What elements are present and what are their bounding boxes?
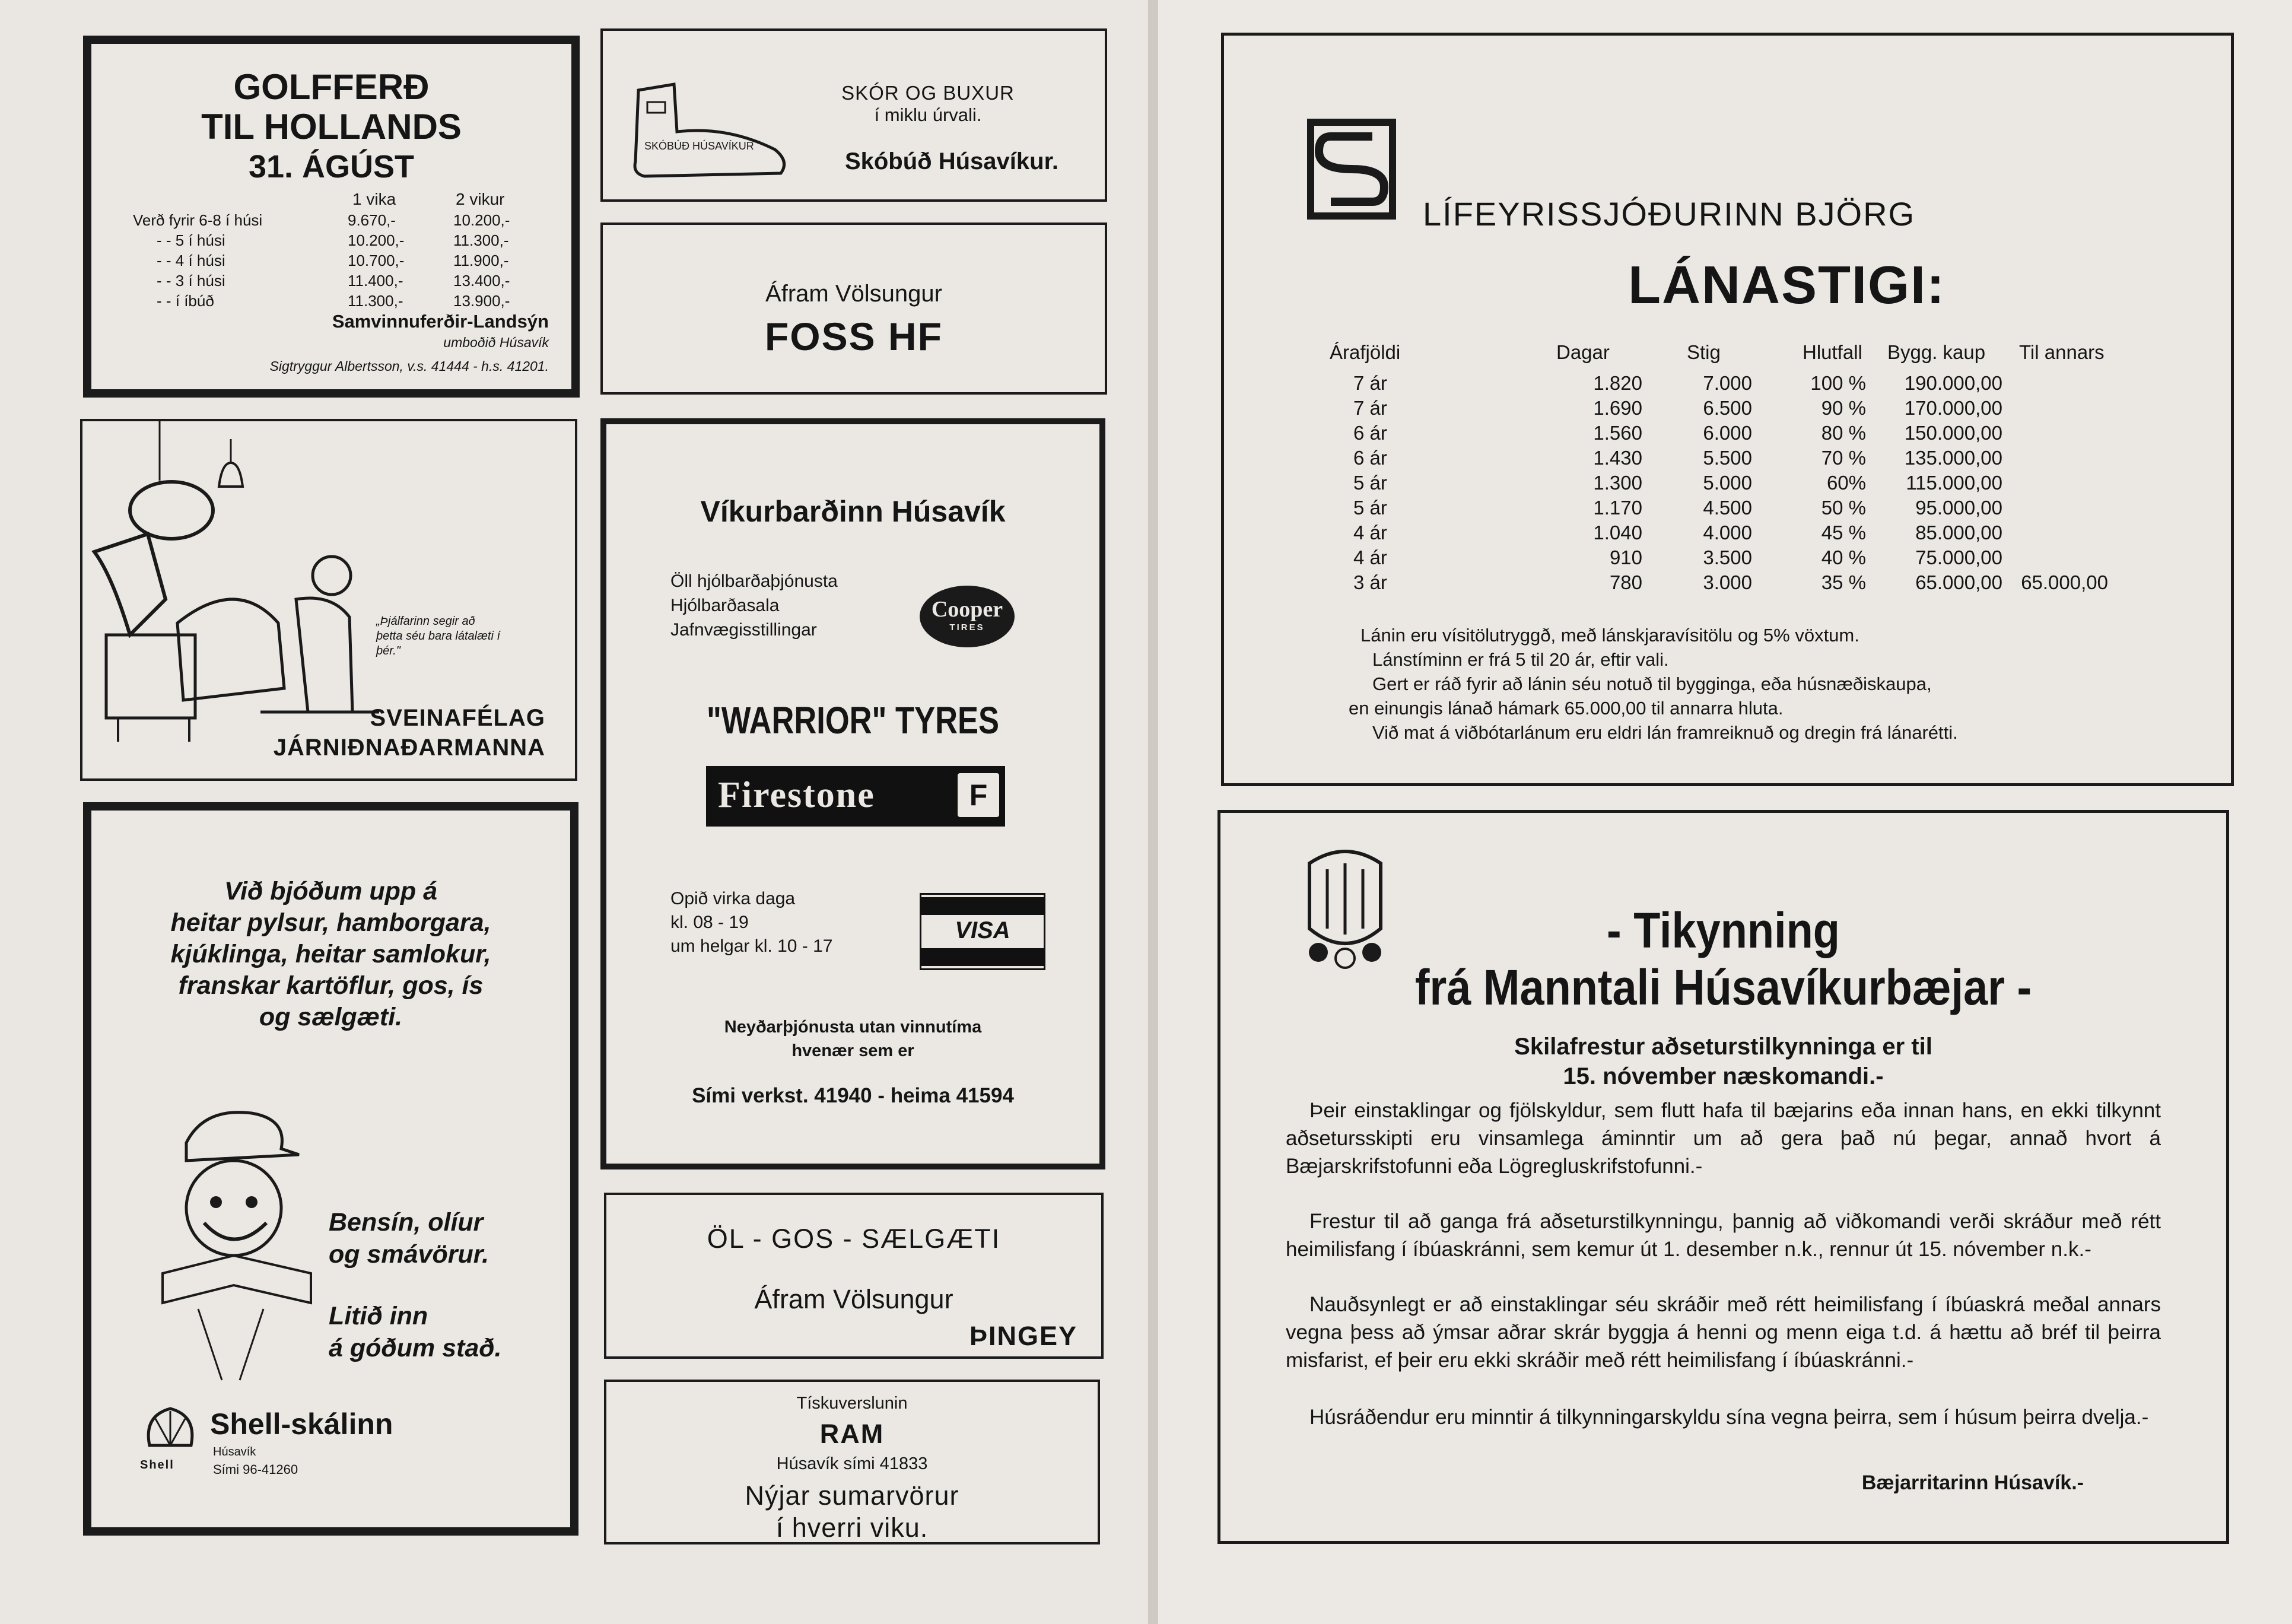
golf-row-label: - - 3 í húsi	[157, 272, 225, 290]
loan-note-line: Við mat á viðbótarlánum eru eldri lán framreiknuð og dregin frá lánarétti.	[1372, 722, 1958, 743]
ram-store-ad	[604, 1380, 1100, 1544]
table-cell-ratio: 80 %	[1821, 422, 1866, 444]
shell-visit-line2: á góðum stað.	[329, 1334, 502, 1362]
table-cell-days: 1.430	[1593, 447, 1642, 469]
table-cell-points: 3.000	[1703, 571, 1752, 593]
notice-paragraph-3: Nauðsynlegt er að einstaklingar séu skráðir með rétt heimilisfang í íbúaskrá meðal annars vegna þess að ýmsar aðrar skrár byggja á henni og menn eiga t.d. á hættu að bréf til þeirra misfarist, ef þeir eru ekki skráðir með rétt heimilisfang í íbúaskránni.-	[1286, 1293, 2161, 1372]
shoe-line2: í miklu úrvali.	[874, 104, 982, 125]
table-cell-days: 1.040	[1593, 522, 1642, 544]
table-cell-points: 5.500	[1703, 447, 1752, 469]
table-cell-building: 170.000,00	[1904, 397, 2002, 419]
shell-logo-icon	[144, 1404, 197, 1451]
golf-row-price-2weeks: 13.900,-	[453, 292, 510, 310]
table-cell-points: 4.500	[1703, 497, 1752, 519]
table-cell-years: 5 ár	[1353, 497, 1387, 519]
table-cell-building: 75.000,00	[1915, 546, 2002, 568]
loan-scale-table	[1224, 341, 2233, 626]
loan-notes	[1349, 623, 1958, 745]
table-cell-years: 4 ár	[1353, 546, 1387, 568]
notice-paragraph-4: Húsráðendur eru minntir á tilkynningarskyldu sína vegna þeirra, sem í húsum þeirra dvelja.-	[1309, 1406, 2149, 1429]
shell-visit-line1: Litið inn	[329, 1302, 428, 1330]
ram-store-name: RAM	[819, 1419, 885, 1449]
tyre-shop-ad	[600, 418, 1105, 1169]
loan-note-line: Gert er ráð fyrir að lánin séu notuð til bygginga, eða húsnæðiskaupa,	[1372, 673, 1932, 694]
metalworkers-name-line1: SVEINAFÉLAG	[370, 705, 545, 731]
table-header-cell: Bygg. kaup	[1887, 341, 1986, 363]
table-cell-years: 6 ár	[1353, 447, 1387, 469]
opening-hours-line: Opið virka daga	[670, 889, 796, 908]
table-cell-ratio: 70 %	[1821, 447, 1866, 469]
golf-row-label: Verð fyrir 6-8 í húsi	[133, 211, 263, 229]
golf-row-price-1week: 11.300,-	[348, 292, 403, 310]
shoe-line1: SKÓR OG BUXUR	[841, 82, 1015, 104]
table-cell-days: 1.300	[1593, 472, 1642, 494]
opening-hours-line: kl. 08 - 19	[670, 913, 749, 932]
tyre-services-list	[670, 569, 838, 642]
visa-logo	[920, 893, 1045, 970]
shell-offer-line: Við bjóðum upp á	[224, 877, 438, 905]
shell-offer-line: og sælgæti.	[259, 1003, 403, 1031]
shell-station-phone: Sími 96-41260	[213, 1462, 298, 1477]
table-cell-points: 6.000	[1703, 422, 1752, 444]
loan-scale-title: LÁNASTIGI:	[1628, 256, 1946, 315]
table-cell-years: 6 ár	[1353, 422, 1387, 444]
golf-row-price-2weeks: 10.200,-	[453, 211, 510, 229]
notice-title-line2: frá Manntali Húsavíkurbæjar -	[1414, 959, 2032, 1015]
table-header-cell: Stig	[1687, 341, 1721, 363]
table-cell-years: 5 ár	[1353, 472, 1387, 494]
tyre-service-item: Hjólbarðasala	[670, 596, 780, 615]
table-cell-points: 3.500	[1703, 546, 1752, 568]
ram-line3: Nýjar sumarvörur	[745, 1480, 959, 1511]
table-cell-years: 4 ár	[1353, 522, 1387, 544]
golf-row-price-1week: 10.200,-	[348, 231, 405, 249]
drinks-slogan: Áfram Völsungur	[754, 1284, 953, 1314]
table-cell-points: 6.500	[1703, 397, 1752, 419]
shell-offer	[91, 876, 570, 1033]
pension-fund-ad	[1221, 33, 2234, 786]
foss-name: FOSS HF	[764, 314, 943, 358]
clown-illustration	[151, 1095, 329, 1404]
golf-row-price-2weeks: 13.400,-	[453, 272, 510, 290]
drinks-ad	[604, 1193, 1104, 1359]
shell-offer-line: heitar pylsur, hamborgara,	[170, 908, 491, 937]
shell-station-name: Shell-skálinn	[210, 1407, 393, 1441]
boot-logo-text: SKÓBÚÐ HÚSAVÍKUR	[644, 140, 754, 152]
golf-row-price-1week: 10.700,-	[348, 252, 405, 269]
metalworkers-name-line2: JÁRNIÐNAÐARMANNA	[273, 735, 545, 761]
table-cell-building: 115.000,00	[1906, 472, 2002, 494]
table-cell-days: 1.690	[1593, 397, 1642, 419]
opening-hours-line: um helgar kl. 10 - 17	[670, 936, 833, 956]
table-cell-ratio: 50 %	[1821, 497, 1866, 519]
table-cell-points: 7.000	[1703, 372, 1752, 394]
notice-paragraph-2: Frestur til að ganga frá aðseturstilkynningu, þannig að viðkomandi verði skráður með rétt heimilisfang í íbúaskránni, sem kemur út 1. desember n.k., rennur út 15. nóvember n.k.-	[1286, 1210, 2161, 1261]
shoe-store-ad	[600, 28, 1107, 202]
shoe-store-name: Skóbúð Húsavíkur.	[844, 148, 1059, 174]
tyre-service-item: Öll hjólbarðaþjónusta	[670, 571, 838, 591]
cartoon-caption: „Þjálfarinn segir að þetta séu bara látalæti í þér."	[376, 615, 501, 657]
emergency-service-when: hvenær sem er	[791, 1041, 914, 1060]
golf-title-line1: GOLFFERÐ	[233, 67, 430, 107]
golf-row-price-2weeks: 11.900,-	[453, 252, 509, 269]
notice-deadline-line2: 15. nóvember næskomandi.-	[1563, 1063, 1884, 1089]
loan-note-line: Lánstíminn er frá 5 til 20 ár, eftir vali.	[1372, 649, 1669, 670]
cooper-logo-word: Cooper	[931, 597, 1003, 622]
table-cell-points: 5.000	[1703, 472, 1752, 494]
foss-slogan: Áfram Völsungur	[765, 281, 942, 307]
ram-store-type: Tískuverslunin	[796, 1394, 908, 1413]
table-cell-ratio: 40 %	[1821, 546, 1866, 568]
census-notice	[1217, 810, 2229, 1544]
table-cell-ratio: 35 %	[1821, 571, 1866, 593]
loan-note-line: en einungis lánað hámark 65.000,00 til annarra hluta.	[1349, 698, 1784, 719]
shell-station-town: Húsavík	[213, 1445, 256, 1458]
drinks-line1: ÖL - GOS - SÆLGÆTI	[707, 1223, 1001, 1254]
table-cell-other: 65.000,00	[2021, 571, 2108, 593]
golf-agent: umboðið Húsavík	[443, 335, 549, 350]
golf-row-label: - - 5 í húsi	[157, 231, 225, 249]
shell-logo-word: Shell	[140, 1458, 174, 1472]
table-cell-days: 910	[1609, 546, 1642, 568]
metalworkers-ad	[80, 419, 577, 781]
table-header-cell: Dagar	[1556, 341, 1610, 363]
firestone-badge-icon: F	[958, 773, 999, 817]
table-cell-ratio: 45 %	[1821, 522, 1866, 544]
table-cell-days: 1.170	[1593, 497, 1642, 519]
table-cell-days: 780	[1609, 571, 1642, 593]
golf-row-label: - - 4 í húsi	[157, 252, 225, 269]
shell-fuel-line2: og smávörur.	[329, 1240, 489, 1269]
visa-logo-word: VISA	[955, 917, 1010, 943]
shell-offer-line: kjúklinga, heitar samlokur,	[170, 940, 491, 968]
table-cell-years: 7 ár	[1353, 397, 1387, 419]
table-cell-years: 3 ár	[1353, 571, 1387, 593]
cartoon-illustration	[82, 421, 415, 754]
golf-trip-ad	[83, 36, 580, 398]
golf-col-head-1: 1 vika	[352, 190, 396, 208]
cooper-logo-tires: TIRES	[949, 622, 985, 633]
notice-signature: Bæjarritarinn Húsavík.-	[1861, 1472, 2084, 1494]
table-cell-ratio: 100 %	[1810, 372, 1866, 394]
table-cell-building: 190.000,00	[1904, 372, 2002, 394]
golf-contact: Sigtryggur Albertsson, v.s. 41444 - h.s. 41201.	[269, 358, 549, 374]
table-cell-ratio: 60%	[1826, 472, 1866, 494]
cooper-logo	[920, 586, 1015, 647]
shell-offer-line: franskar kartöflur, gos, ís	[178, 971, 484, 1000]
table-header-cell: Árafjöldi	[1330, 341, 1401, 363]
pension-fund-logo-icon	[1307, 119, 1396, 220]
tyre-shop-phone: Sími verkst. 41940 - heima 41594	[692, 1084, 1014, 1107]
golf-title-line2: TIL HOLLANDS	[201, 107, 462, 147]
notice-title-line1: - Tikynning	[1607, 902, 1840, 958]
firestone-logo	[706, 766, 1005, 827]
table-header-cell: Til annars	[2019, 341, 2105, 363]
shell-station-ad	[83, 802, 578, 1536]
warrior-tyres: "WARRIOR" TYRES	[707, 699, 999, 742]
tyre-service-item: Jafnvægisstillingar	[670, 620, 817, 640]
table-cell-ratio: 90 %	[1821, 397, 1866, 419]
table-cell-points: 4.000	[1703, 522, 1752, 544]
shell-fuel-line1: Bensín, olíur	[329, 1208, 484, 1237]
notice-deadline-line1: Skilafrestur aðseturstilkynninga er til	[1514, 1034, 1932, 1060]
golf-row-price-2weeks: 11.300,-	[453, 231, 509, 249]
table-cell-building: 65.000,00	[1915, 571, 2002, 593]
notice-paragraph-1: Þeir einstaklingar og fjölskyldur, sem flutt hafa til bæjarins eða innan hans, en ekki tilkynnt aðsetursskipti eru vinsamlega áminntir um að gera það nú þegar, annað hvort á Bæjarskrifstofunni eða Lögregluskrifstofunni.-	[1286, 1099, 2161, 1178]
table-cell-days: 1.820	[1593, 372, 1642, 394]
table-header-cell: Hlutfall	[1803, 341, 1862, 363]
ram-store-phone: Húsavík sími 41833	[776, 1454, 928, 1473]
page-gutter	[1148, 0, 1158, 1624]
loan-note-line: Lánin eru vísitölutryggð, með lánskjaravísitölu og 5% vöxtum.	[1360, 625, 1859, 646]
golf-row-price-1week: 11.400,-	[348, 272, 403, 290]
table-cell-building: 150.000,00	[1904, 422, 2002, 444]
golf-company: Samvinnuferðir-Landsýn	[332, 311, 549, 332]
golf-row-price-1week: 9.670,-	[348, 211, 396, 229]
foss-ad	[600, 223, 1107, 395]
table-cell-days: 1.560	[1593, 422, 1642, 444]
golf-col-head-2: 2 vikur	[456, 190, 505, 208]
table-cell-years: 7 ár	[1353, 372, 1387, 394]
table-cell-building: 135.000,00	[1904, 447, 2002, 469]
firestone-logo-word: Firestone	[718, 775, 875, 815]
tyre-shop-title: Víkurbarðinn Húsavík	[700, 495, 1006, 528]
golf-row-label: - - í íbúð	[157, 292, 214, 310]
emergency-service: Neyðarþjónusta utan vinnutíma	[724, 1018, 982, 1037]
table-cell-building: 85.000,00	[1915, 522, 2002, 544]
drinks-company-name: ÞINGEY	[969, 1321, 1077, 1351]
golf-date: 31. ÁGÚST	[248, 149, 415, 185]
opening-hours	[670, 887, 832, 958]
ram-line4: í hverri viku.	[775, 1512, 929, 1543]
table-cell-building: 95.000,00	[1915, 497, 2002, 519]
pension-fund-name: LÍFEYRISSJÓÐURINN BJÖRG	[1423, 195, 1916, 233]
